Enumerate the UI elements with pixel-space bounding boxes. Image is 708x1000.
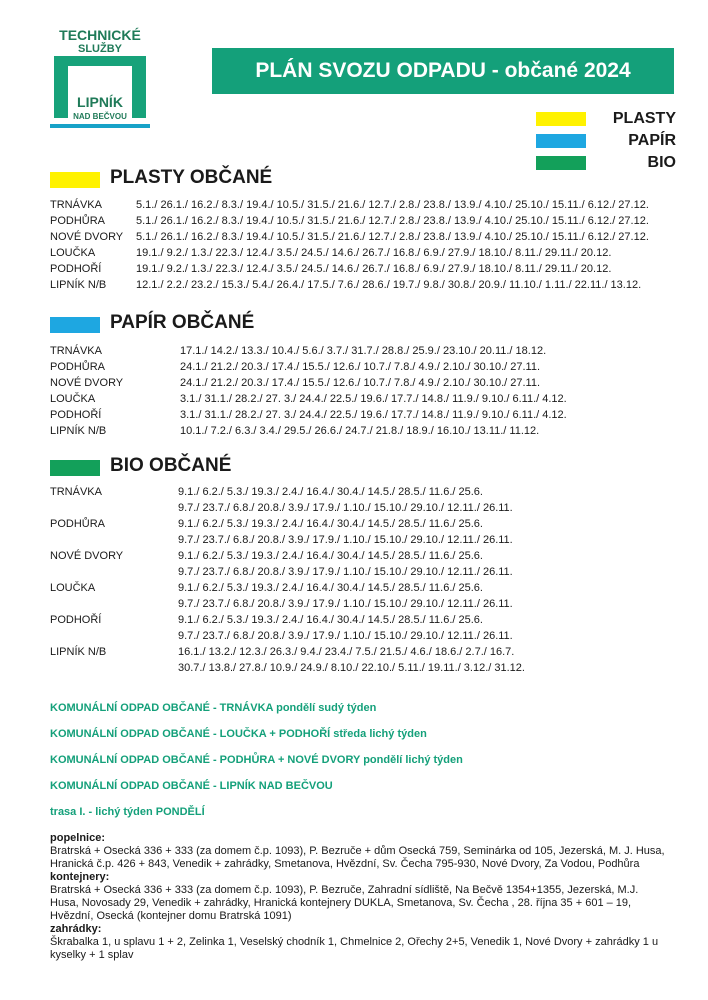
dates: 9.7./ 23.7./ 6.8./ 20.8./ 3.9./ 17.9./ 1.10./ 15.10./ 29.10./ 12.11./ 26.11. bbox=[178, 502, 513, 514]
location: PODHOŘÍ bbox=[50, 263, 102, 275]
dates: 5.1./ 26.1./ 16.2./ 8.3./ 19.4./ 10.5./ 31.5./ 21.6./ 12.7./ 2.8./ 23.8./ 13.9./ 4.10./ 25.10./ 15.11./ 6.12./ 27.12. bbox=[136, 215, 649, 227]
legend-item-papir bbox=[536, 130, 676, 152]
location: NOVÉ DVORY bbox=[50, 231, 124, 243]
dates: 17.1./ 14.2./ 13.3./ 10.4./ 5.6./ 3.7./ 31.7./ 28.8./ 25.9./ 23.10./ 20.11./ 18.12. bbox=[180, 345, 547, 357]
section-title: PLASTY OBČANÉ bbox=[110, 167, 273, 188]
dates: 10.1./ 7.2./ 6.3./ 3.4./ 29.5./ 26.6./ 24.7./ 21.8./ 18.9./ 16.10./ 13.11./ 11.12. bbox=[180, 425, 540, 437]
dates: 9.7./ 23.7./ 6.8./ 20.8./ 3.9./ 17.9./ 1.10./ 15.10./ 29.10./ 12.11./ 26.11. bbox=[178, 630, 513, 642]
logo-text-top: TECHNICKÉ SLUŽBY bbox=[59, 27, 141, 55]
komunal-line: KOMUNÁLNÍ ODPAD OBČANÉ - PODHŮRA + NOVÉ DVORY pondělí lichý týden bbox=[50, 754, 463, 766]
dates: 9.1./ 6.2./ 5.3./ 19.3./ 2.4./ 16.4./ 30.4./ 14.5./ 28.5./ 11.6./ 25.6. bbox=[178, 550, 483, 562]
route-notes bbox=[50, 832, 670, 962]
logo-subtitle: NAD BEČVOU bbox=[73, 112, 127, 121]
location: TRNÁVKA bbox=[50, 486, 102, 498]
section-swatch bbox=[50, 460, 100, 476]
notes-heading: popelnice: bbox=[50, 832, 106, 844]
location: PODHŮRA bbox=[50, 518, 106, 530]
dates: 3.1./ 31.1./ 28.2./ 27. 3./ 24.4./ 22.5./ 19.6./ 17.7./ 14.8./ 11.9./ 9.10./ 6.11./ 4.12. bbox=[180, 409, 567, 421]
logo bbox=[50, 28, 150, 138]
notes-text: Bratrská + Osecká 336 + 333 (za domem č.p. 1093), P. Bezruče + dům Osecká 759, Seminárka od 105, Jezerská, M. J. Husa, Hranická č.p. 426 + 843, Venedik + zahrádky, Smetanova, Hvězdní, Sv. Čecha 795-930, Nové Dvory, Za Vodou, Podhůra bbox=[50, 845, 665, 870]
komunal-line: KOMUNÁLNÍ ODPAD OBČANÉ - LOUČKA + PODHOŘÍ středa lichý týden bbox=[50, 728, 427, 740]
page-title: PLÁN SVOZU ODPADU - občané 2024 bbox=[212, 48, 674, 94]
location: PODHOŘÍ bbox=[50, 409, 102, 421]
dates: 9.1./ 6.2./ 5.3./ 19.3./ 2.4./ 16.4./ 30.4./ 14.5./ 28.5./ 11.6./ 25.6. bbox=[178, 518, 483, 530]
dates: 9.1./ 6.2./ 5.3./ 19.3./ 2.4./ 16.4./ 30.4./ 14.5./ 28.5./ 11.6./ 25.6. bbox=[178, 486, 483, 498]
komunal-line: KOMUNÁLNÍ ODPAD OBČANÉ - TRNÁVKA pondělí sudý týden bbox=[50, 702, 377, 714]
route-title: trasa I. - lichý týden PONDĚLÍ bbox=[50, 806, 205, 818]
dates: 9.7./ 23.7./ 6.8./ 20.8./ 3.9./ 17.9./ 1.10./ 15.10./ 29.10./ 12.11./ 26.11. bbox=[178, 598, 513, 610]
location: LIPNÍK N/B bbox=[50, 646, 107, 658]
dates: 16.1./ 13.2./ 12.3./ 26.3./ 9.4./ 23.4./ 7.5./ 21.5./ 4.6./ 18.6./ 2.7./ 16.7. bbox=[178, 646, 515, 658]
dates: 12.1./ 2.2./ 23.2./ 15.3./ 5.4./ 26.4./ 17.5./ 7.6./ 28.6./ 19.7./ 9.8./ 30.8./ 20.9./ 11.10./ 1.11./ 22.11./ 13.12. bbox=[136, 279, 642, 291]
notes-text: Škrabalka 1, u splavu 1 + 2, Zelinka 1, Veselský chodník 1, Chmelnice 2, Ořechy 2+5, Venedik 1, Nové Dvory + zahrádky 1 u kyselky + 1 splav bbox=[50, 936, 659, 961]
notes-heading: zahrádky: bbox=[50, 923, 102, 935]
location: NOVÉ DVORY bbox=[50, 550, 124, 562]
location: LIPNÍK N/B bbox=[50, 279, 107, 291]
legend-label: PAPÍR bbox=[628, 132, 676, 149]
notes-heading: kontejnery: bbox=[50, 871, 110, 883]
location: LOUČKA bbox=[50, 247, 96, 259]
legend-swatch-papir bbox=[536, 134, 586, 148]
section-swatch bbox=[50, 172, 100, 188]
location: LIPNÍK N/B bbox=[50, 425, 107, 437]
location: TRNÁVKA bbox=[50, 199, 102, 211]
legend-label: BIO bbox=[647, 154, 676, 171]
section-title: BIO OBČANÉ bbox=[110, 455, 232, 476]
dates: 9.7./ 23.7./ 6.8./ 20.8./ 3.9./ 17.9./ 1.10./ 15.10./ 29.10./ 12.11./ 26.11. bbox=[178, 566, 513, 578]
dates: 5.1./ 26.1./ 16.2./ 8.3./ 19.4./ 10.5./ 31.5./ 21.6./ 12.7./ 2.8./ 23.8./ 13.9./ 4.10./ 25.10./ 15.11./ 6.12./ 27.12. bbox=[136, 199, 649, 211]
dates: 24.1./ 21.2./ 20.3./ 17.4./ 15.5./ 12.6./ 10.7./ 7.8./ 4.9./ 2.10./ 30.10./ 27.11. bbox=[180, 361, 541, 373]
dates: 30.7./ 13.8./ 27.8./ 10.9./ 24.9./ 8.10./ 22.10./ 5.11./ 19.11./ 3.12./ 31.12. bbox=[178, 662, 525, 674]
location: LOUČKA bbox=[50, 582, 96, 594]
legend-item-plasty bbox=[536, 108, 676, 130]
dates: 9.7./ 23.7./ 6.8./ 20.8./ 3.9./ 17.9./ 1.10./ 15.10./ 29.10./ 12.11./ 26.11. bbox=[178, 534, 513, 546]
dates: 19.1./ 9.2./ 1.3./ 22.3./ 12.4./ 3.5./ 24.5./ 14.6./ 26.7./ 16.8./ 6.9./ 27.9./ 18.10./ 8.11./ 29.11./ 20.12. bbox=[136, 247, 612, 259]
legend-swatch-plasty bbox=[536, 112, 586, 126]
komunal-line: KOMUNÁLNÍ ODPAD OBČANÉ - LIPNÍK NAD BEČVOU bbox=[50, 780, 333, 792]
location: NOVÉ DVORY bbox=[50, 377, 124, 389]
dates: 5.1./ 26.1./ 16.2./ 8.3./ 19.4./ 10.5./ 31.5./ 21.6./ 12.7./ 2.8./ 23.8./ 13.9./ 4.10./ 25.10./ 15.11./ 6.12./ 27.12. bbox=[136, 231, 649, 243]
color-legend bbox=[536, 108, 676, 174]
dates: 3.1./ 31.1./ 28.2./ 27. 3./ 24.4./ 22.5./ 19.6./ 17.7./ 14.8./ 11.9./ 9.10./ 6.11./ 4.12. bbox=[180, 393, 567, 405]
location: LOUČKA bbox=[50, 393, 96, 405]
section-title: PAPÍR OBČANÉ bbox=[110, 312, 255, 333]
legend-label: PLASTY bbox=[612, 110, 676, 127]
notes-text: Bratrská + Osecká 336 + 333 (za domem č.p. 1093), P. Bezruče, Zahradní sídliště, Na Bečvě 1354+1355, Jezerská, M.J. Husa, Novosady 29, Venedik + zahrádky, Hranická kontejnery DUKLA, Smetanova, Sv. Čecha , 28. října 35 + 601 – 19, Hvězdní, Osecká (kontejner domu Bratrská 1091) bbox=[50, 884, 639, 922]
location: PODHOŘÍ bbox=[50, 614, 102, 626]
location: PODHŮRA bbox=[50, 361, 106, 373]
dates: 19.1./ 9.2./ 1.3./ 22.3./ 12.4./ 3.5./ 24.5./ 14.6./ 26.7./ 16.8./ 6.9./ 27.9./ 18.10./ 8.11./ 29.11./ 20.12. bbox=[136, 263, 612, 275]
section-swatch bbox=[50, 317, 100, 333]
dates: 9.1./ 6.2./ 5.3./ 19.3./ 2.4./ 16.4./ 30.4./ 14.5./ 28.5./ 11.6./ 25.6. bbox=[178, 614, 483, 626]
legend-swatch-bio bbox=[536, 156, 586, 170]
logo-name: LIPNÍK bbox=[68, 94, 132, 110]
legend-item-bio bbox=[536, 152, 676, 174]
dates: 24.1./ 21.2./ 20.3./ 17.4./ 15.5./ 12.6./ 10.7./ 7.8./ 4.9./ 2.10./ 30.10./ 27.11. bbox=[180, 377, 541, 389]
location: PODHŮRA bbox=[50, 215, 106, 227]
location: TRNÁVKA bbox=[50, 345, 102, 357]
komunal-schedule bbox=[50, 702, 463, 806]
dates: 9.1./ 6.2./ 5.3./ 19.3./ 2.4./ 16.4./ 30.4./ 14.5./ 28.5./ 11.6./ 25.6. bbox=[178, 582, 483, 594]
logo-underline bbox=[50, 124, 150, 128]
